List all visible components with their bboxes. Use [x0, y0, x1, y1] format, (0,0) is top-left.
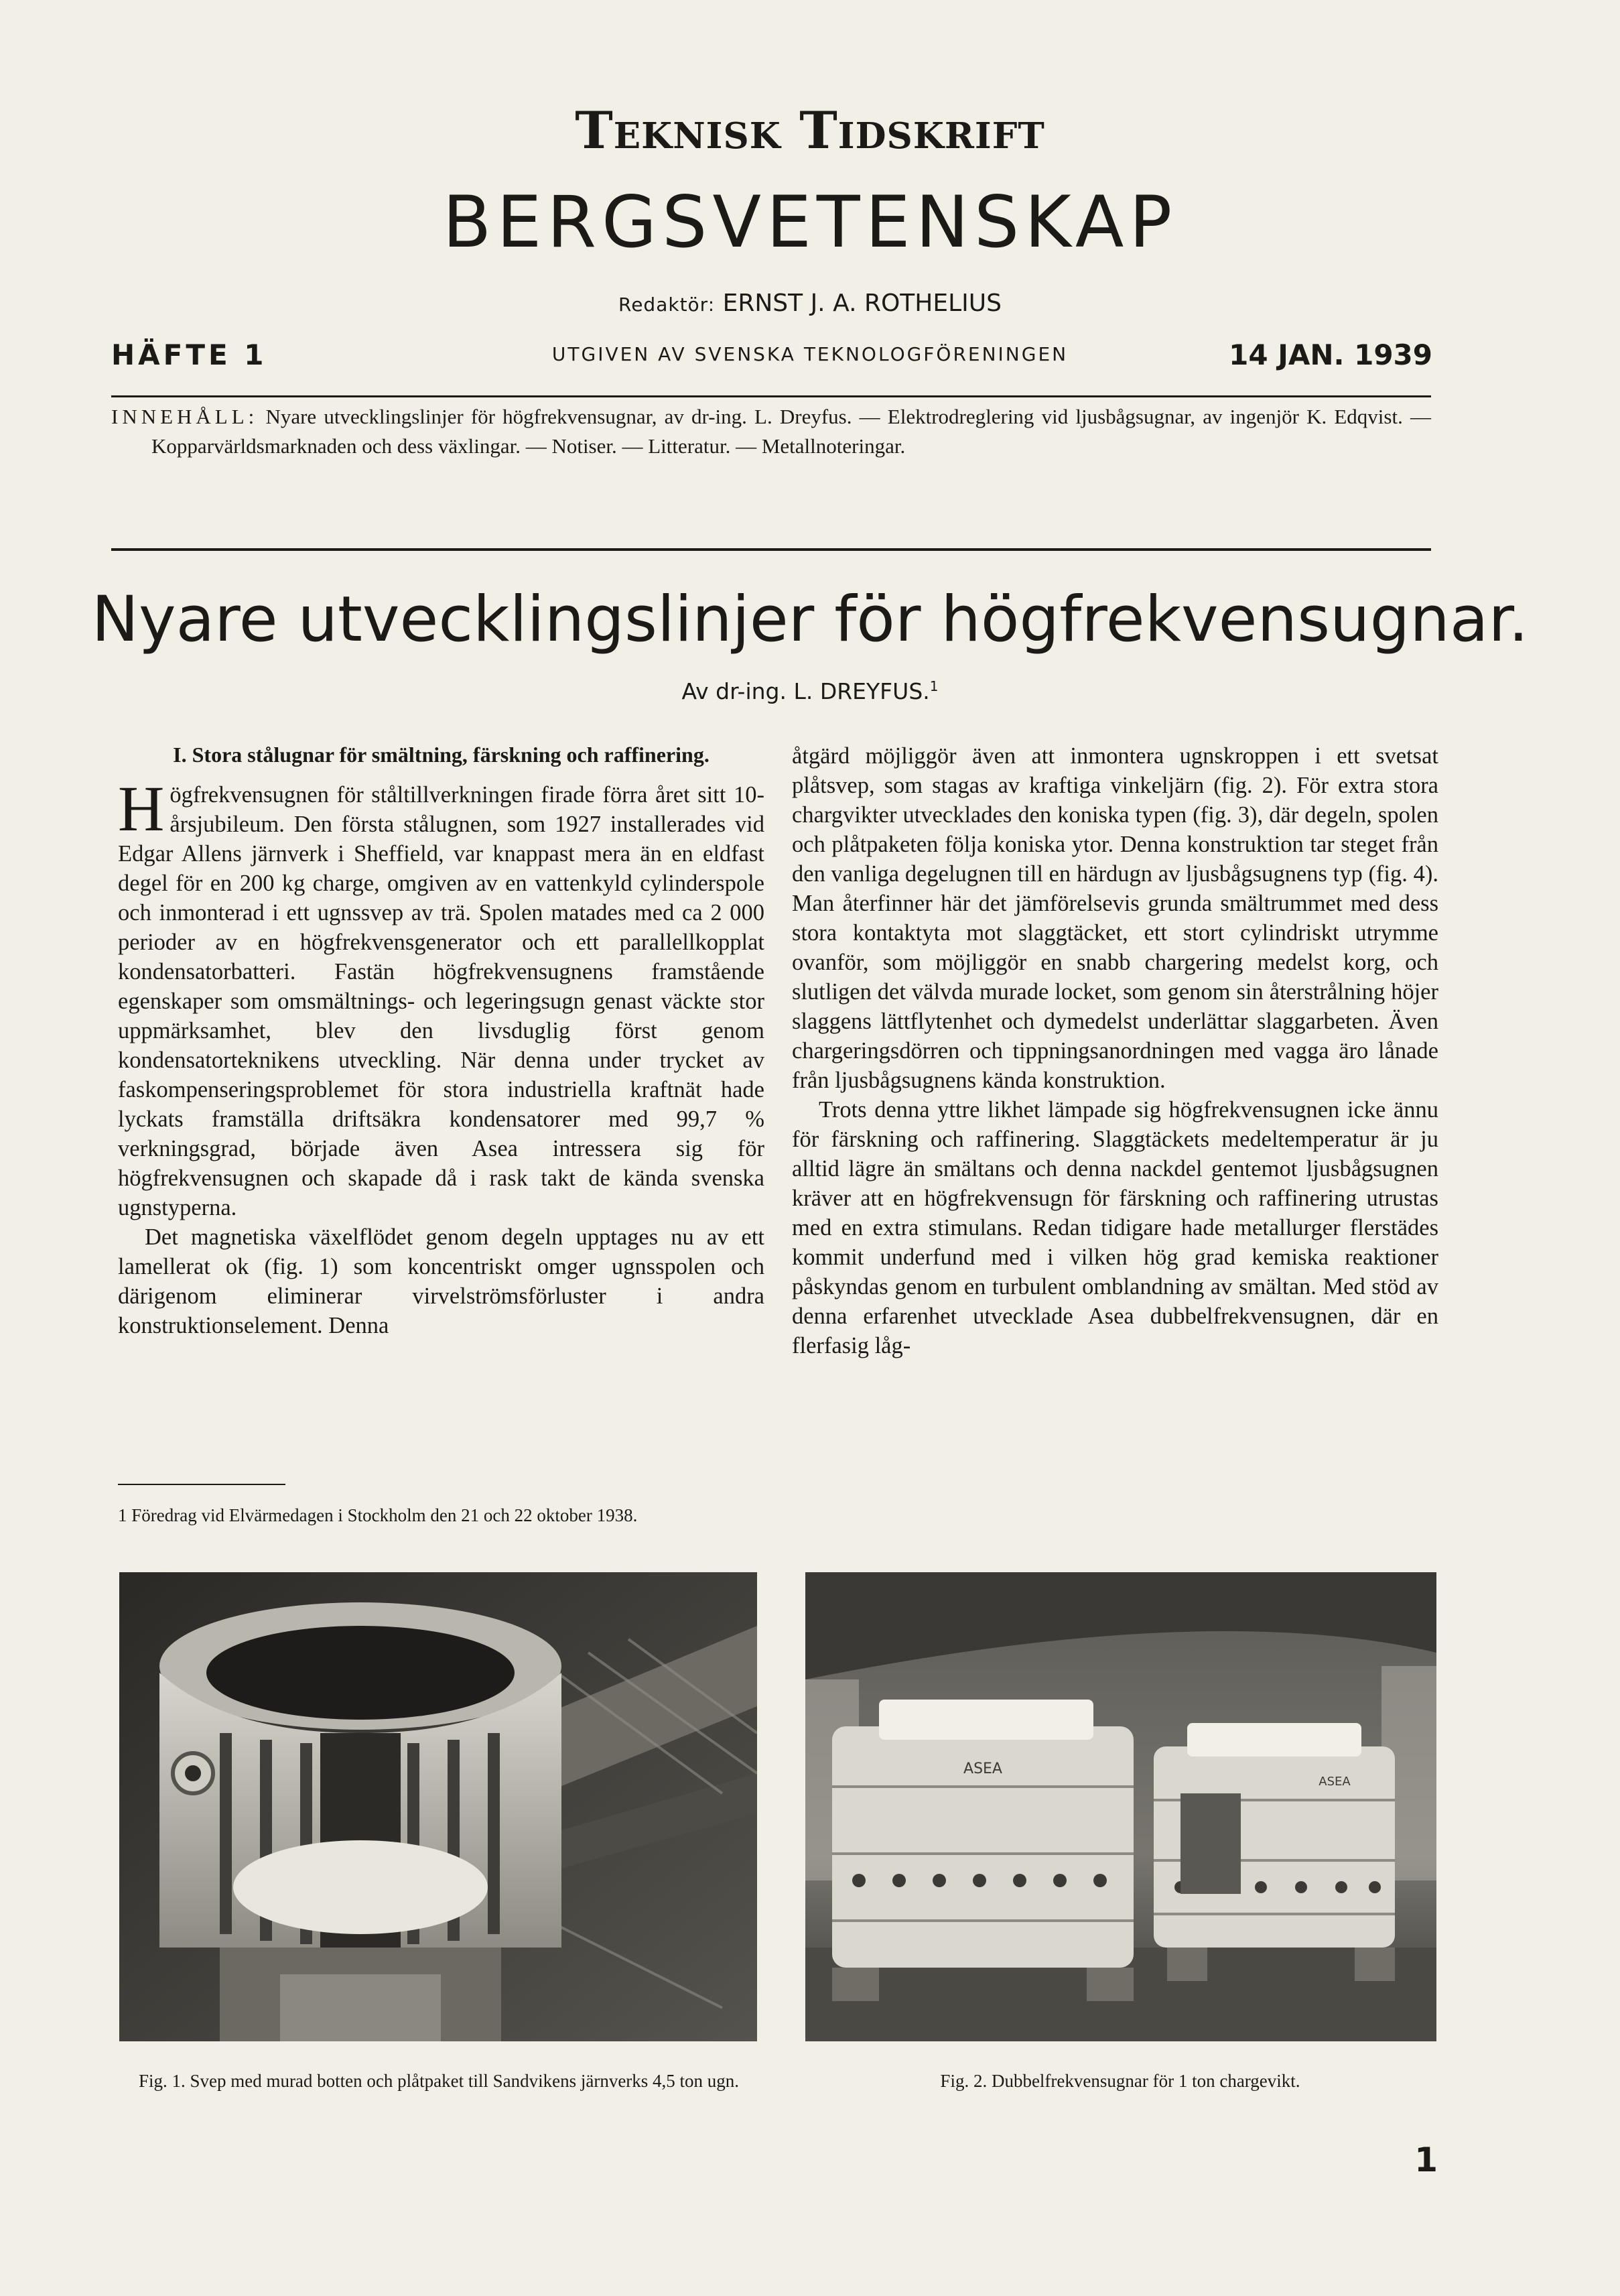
editor-label: Redaktör:	[618, 294, 716, 316]
article-title: Nyare utvecklingslinjer för högfrekvensugnar.	[91, 583, 1529, 656]
editor-name: ERNST J. A. ROTHELIUS	[722, 290, 1002, 317]
footnote-marker: 1	[929, 678, 939, 694]
editor-line	[0, 290, 1620, 317]
paragraph: Det magnetiska växelflödet genom degeln upptages nu av ett lamellerat ok (fig. 1) som koncentriskt omger ugnsspolen och därigenom eliminerar virvelströmsförluster i andra konstruktionselement. Denna	[118, 1224, 764, 1338]
section-heading: I. Stora stålugnar för smältning, färskning och raffinering.	[173, 743, 710, 767]
issue-date: 14 JAN. 1939	[1229, 338, 1432, 371]
article-byline	[0, 678, 1620, 704]
publisher-line: UTGIVEN AV SVENSKA TEKNOLOGFÖRENINGEN	[551, 343, 1069, 365]
issue-number: HÄFTE 1	[111, 338, 267, 371]
contents-label: INNEHÅLL:	[111, 405, 259, 428]
figure-1-photo	[119, 1572, 757, 2041]
figure-2-photo	[805, 1572, 1436, 2041]
asea-label-right: ASEA	[1319, 1775, 1351, 1789]
drop-cap: H	[118, 773, 165, 844]
figure-2-caption: Fig. 2. Dubbelfrekvensugnar för 1 ton chargevikt.	[940, 2071, 1300, 2091]
journal-subtitle: BERGSVETENSKAP	[442, 181, 1178, 263]
left-column	[118, 741, 764, 1340]
paragraph-text: ögfrekvensugnen för ståltillverkningen firade förra året sitt 10-årsjubileum. Den första stålugnen, som 1927 installerades vid Edgar Allens järnverk i Sheffield, var knappast mera än en eldfast degel för en 200 kg charge, omgiven av en vattenkyld cylinderspole och inmonterad i ett ugnssvep av trä. Spolen matades med ca 2 000 perioder av en högfrekvensgenerator och ett parallellkopplat kondensatorbatteri. Fastän högfrekvensugnens framstående egenskaper som omsmältnings- och legeringsugn genast väckte stor uppmärksamhet, blev den livsduglig först genom kondensatorteknikens utveckling. När denna under trycket av faskompenseringsproblemet för stora industriella kraftnät hade lyckats framställa driftsäkra kondensatorer med 99,7 % verkningsgrad, började även Asea intressera sig för högfrekvensugnen och skapade då i rask takt de kända svenska ugnstyperna.	[118, 782, 764, 1220]
paragraph: åtgärd möjliggör även att inmontera ugnskroppen i ett svetsat plåtsvep, som stagas av kraftiga vinkeljärn (fig. 2). För extra stora chargvikter utvecklades den koniska typen (fig. 3), där degeln, spolen och plåtpaketen följa koniska ytor. Denna konstruktion tar steget från den vanliga degelugnen till en härdugn av ljusbågsugnens typ (fig. 4). Man återfinner här det jämförelsevis grunda smältrummet med dess stora kontaktyta mot slaggtäcket, ett stort cylindriskt utrymme ovanför, som möjliggör en snabb chargering medelst korg, och slutligen det välvda murade locket, som genom sin återstrålning höjer slaggens lättflytenhet och dymedelst underlättar slaggarbeten. Även chargeringsdörren och tippningsanordningen med vagga äro lånade från ljusbågsugnens kända konstruktion.	[792, 743, 1438, 1093]
journal-title: Teknisk Tidskrift	[575, 101, 1045, 160]
contents-bottom-rule	[111, 548, 1431, 551]
footnote: 1 Föredrag vid Elvärmedagen i Stockholm den 21 och 22 oktober 1938.	[118, 1505, 638, 1525]
figure-1-caption: Fig. 1. Svep med murad botten och plåtpaket till Sandvikens järnverks 4,5 ton ugn.	[138, 2071, 740, 2091]
byline-text: Av dr-ing. L. DREYFUS.	[681, 678, 930, 704]
table-of-contents	[111, 402, 1431, 461]
footnote-rule	[118, 1484, 285, 1485]
right-column	[792, 741, 1438, 1360]
contents-top-rule	[111, 395, 1431, 397]
paragraph	[118, 773, 764, 1222]
page-number: 1	[1414, 2141, 1438, 2179]
paragraph: Trots denna yttre likhet lämpade sig högfrekvensugnen icke ännu för färskning och raffinering. Slaggtäckets medeltemperatur är ju alltid lägre än smältans och denna nackdel gentemot ljusbågsugnen kräver att en högfrekvensugn för färskning och raffinering utrustas med en extra stimulans. Redan tidigare hade metallurger flerstädes kommit underfund med i vilken hög grad kemiska reaktioner påskyndas genom en turbulent omblandning av smältan. Med stöd av denna erfarenhet utvecklade Asea dubbelfrekvensugnen, där en flerfasig låg-	[792, 1097, 1438, 1358]
contents-text: Nyare utvecklingslinjer för högfrekvensugnar, av dr-ing. L. Dreyfus. — Elektrodreglering vid ljusbågsugnar, av ingenjör K. Edqvist. — Kopparvärldsmarknaden och dess växlingar. — Notiser. — Litteratur. — Metallnoteringar.	[151, 405, 1431, 458]
asea-label-left: ASEA	[963, 1761, 1002, 1777]
